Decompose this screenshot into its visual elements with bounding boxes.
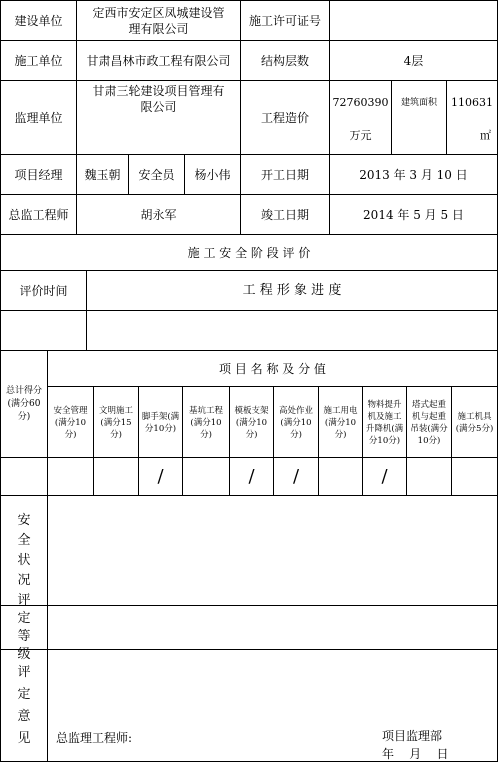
- chief-signature-label: 总监理工程师:: [56, 731, 133, 745]
- item-label: 文明施工(满分15分): [94, 387, 139, 458]
- value-area: 110631: [451, 96, 493, 109]
- area-unit: ㎡: [480, 129, 491, 142]
- area-cell: [447, 81, 497, 154]
- label-rating: 评 定 等 级: [1, 606, 48, 649]
- signature-date: 年 月 日: [382, 747, 449, 761]
- dept-signature-label: 项目监理部: [382, 729, 443, 743]
- label-progress: 工 程 形 象 进 度: [242, 282, 342, 298]
- item-mark: [319, 458, 363, 496]
- value-supervision: 甘肃三轮建设项目管理有限公司: [77, 81, 241, 154]
- value-eval-time: [1, 311, 87, 350]
- label-permit-no: 施工许可证号: [241, 1, 330, 40]
- row-supervision: [0, 80, 498, 154]
- value-construction-unit: 定西市安定区凤城建设管理有限公司: [77, 1, 241, 40]
- row-eval-values: [0, 310, 498, 350]
- label-cost: 工程造价: [241, 81, 330, 154]
- value-completion-date: 2014 年 5 月 5 日: [363, 207, 464, 222]
- label-chief-engineer: 总监工程师: [1, 195, 77, 234]
- item-label: 脚手架(满分10分): [139, 387, 183, 458]
- item-mark: [452, 458, 497, 496]
- label-area: 建筑面积: [392, 81, 447, 154]
- row-safety-status: [0, 495, 498, 605]
- row-section-title: [0, 234, 498, 270]
- label-start-date: 开工日期: [241, 155, 330, 194]
- item-mark: [94, 458, 139, 496]
- value-contractor: 甘肃昌林市政工程有限公司: [77, 41, 241, 80]
- cost-cell: [330, 81, 392, 154]
- item-label: 塔式起重机与起重吊装(满分10分): [407, 387, 452, 458]
- item-mark: /: [363, 458, 407, 496]
- row-eval-time: [0, 270, 498, 310]
- label-contractor: 施工单位: [1, 41, 77, 80]
- item-mark: /: [230, 458, 274, 496]
- label-eval-time: 评价时间: [1, 271, 87, 310]
- label-total-score: 总计得分(满分60分): [1, 351, 48, 457]
- item-label: 物料提升机及施工升降机(满分10分): [363, 387, 407, 458]
- item-label: 模板支架(满分10分): [230, 387, 274, 458]
- label-opinion: 评 定 意 见: [1, 650, 48, 761]
- label-safety-status: 安 全 状 况: [1, 496, 48, 605]
- value-chief-engineer: 胡永军: [77, 195, 241, 234]
- row-score-values: [0, 457, 498, 495]
- item-label-row: [48, 387, 497, 458]
- label-safety-officer: 安全员: [129, 155, 185, 194]
- row-construction-unit: [0, 0, 498, 40]
- row-managers: [0, 154, 498, 194]
- label-project-manager: 项目经理: [1, 155, 77, 194]
- value-safety-status: [48, 496, 497, 605]
- item-label: 基坑工程(满分10分): [183, 387, 230, 458]
- value-rating: [48, 606, 497, 649]
- row-contractor: [0, 40, 498, 80]
- label-construction-unit: 建设单位: [1, 1, 77, 40]
- label-floors: 结构层数: [241, 41, 330, 80]
- value-cost: 72760390: [332, 96, 389, 109]
- item-mark: [407, 458, 452, 496]
- item-mark: /: [139, 458, 183, 496]
- section-title: 施 工 安 全 阶 段 评 价: [187, 245, 311, 260]
- value-project-manager: 魏玉朝: [77, 155, 129, 194]
- item-mark: /: [274, 458, 319, 496]
- item-label: 施工机具(满分5分): [455, 411, 494, 434]
- item-label: 施工用电(满分10分): [319, 387, 363, 458]
- label-completion-date: 竣工日期: [241, 195, 330, 234]
- row-rating: [0, 592, 498, 662]
- value-total-score: [1, 458, 48, 495]
- value-floors: 4层: [403, 53, 424, 68]
- value-progress: [87, 311, 497, 350]
- value-start-date: 2013 年 3 月 10 日: [359, 167, 468, 182]
- row-chief-engineer: [0, 194, 498, 234]
- row-opinion: [0, 649, 498, 761]
- value-safety-officer: 杨小伟: [185, 155, 241, 194]
- item-mark: [48, 458, 94, 496]
- label-supervision: 监理单位: [1, 81, 77, 154]
- item-label: 高处作业(满分10分): [274, 387, 319, 458]
- label-project-group: 项 目 名 称 及 分 值: [48, 351, 497, 387]
- row-score-header: [0, 350, 498, 457]
- value-permit-no: [330, 1, 497, 40]
- item-mark: [183, 458, 230, 496]
- cost-unit: 万元: [349, 129, 372, 142]
- opinion-area: [48, 650, 497, 761]
- item-label: 安全管理(满分10分): [48, 387, 94, 458]
- item-mark-row: [48, 458, 497, 496]
